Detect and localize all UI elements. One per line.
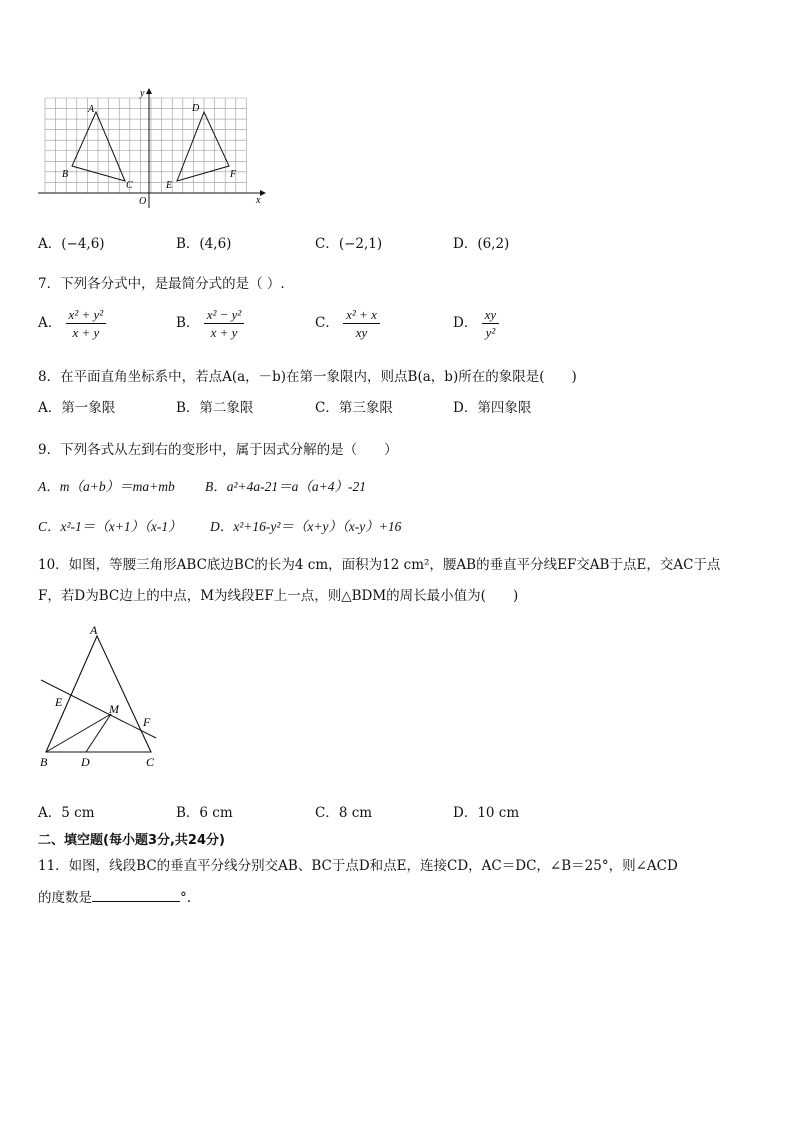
q7-c-denominator: xy [355, 325, 368, 340]
q7-c-fraction [343, 306, 380, 341]
label-f: F [230, 169, 237, 180]
q9-stem: 9．下列各式从左到右的变形中，属于因式分解的是（ ） [38, 442, 398, 458]
q10-option-a: A．5 cm [38, 805, 95, 821]
q6-option-a: A．(−4,6) [38, 236, 105, 252]
q8-stem: 8．在平面直角坐标系中，若点A(a，－b)在第一象限内，则点B(a，b)所在的象限是( ) [38, 369, 577, 385]
q7-a-numerator: x² + y² [66, 306, 107, 324]
label-x: x [256, 195, 261, 206]
q8-option-a: A．第一象限 [38, 400, 116, 416]
fig-label-f: F [143, 715, 151, 729]
q11-prefix: 的度数是 [38, 890, 92, 906]
q6-option-b: B．(4,6) [176, 236, 232, 252]
q7-b-denominator: x + y [210, 325, 238, 340]
q7-option-d [453, 306, 499, 341]
label-a: A [88, 104, 95, 115]
q10-stem-line1: 10．如图，等腰三角形ABC底边BC的长为4 cm，面积为12 cm²，腰AB的垂直平分线EF交AB于点E，交AC于点 [38, 557, 721, 573]
q9-option-c: C．x²-1＝（x+1）（x-1） [38, 519, 182, 534]
q7-a-label: A． [38, 315, 62, 331]
coordinate-grid-figure [36, 86, 268, 210]
q11-stem-line2 [38, 886, 191, 906]
q8-option-d: D．第四象限 [453, 400, 532, 416]
q11-suffix: °. [180, 890, 192, 906]
q7-b-label: B． [176, 315, 200, 331]
segment-bm [46, 714, 111, 752]
q7-c-numerator: x² + x [343, 306, 380, 324]
label-c: C [126, 180, 133, 191]
segment-dm [86, 714, 111, 752]
label-origin: O [139, 196, 147, 207]
fig-label-d: D [81, 755, 90, 769]
q11-answer-blank[interactable] [92, 887, 180, 902]
fig-label-e: E [55, 695, 63, 709]
q7-b-fraction [204, 306, 245, 341]
q7-d-fraction [482, 306, 500, 341]
label-y: y [140, 88, 145, 99]
triangle-abc-figure [36, 622, 166, 774]
x-axis-arrow [260, 190, 266, 196]
grid-lines [45, 98, 246, 193]
q7-stem: 7．下列各分式中，是最简分式的是（ ）. [38, 276, 285, 292]
q7-option-a [38, 306, 106, 341]
q6-option-d: D．(6,2) [453, 236, 510, 252]
q8-option-c: C．第三象限 [315, 400, 393, 416]
q7-d-denominator: y² [485, 325, 496, 340]
q9-option-b: B．a²+4a-21＝a（a+4）-21 [205, 479, 367, 494]
fig-label-a: A [90, 623, 98, 637]
q7-c-label: C． [315, 315, 339, 331]
triangle-abc [72, 112, 125, 181]
q7-d-numerator: xy [482, 306, 500, 324]
fig-label-b: B [40, 755, 48, 769]
label-d: D [192, 103, 200, 114]
line-ef [41, 680, 156, 738]
fig-label-m: M [109, 702, 119, 716]
q9-option-d: D．x²+16-y²＝（x+y）（x-y）+16 [210, 519, 402, 534]
triangle-abc-outline [46, 636, 151, 752]
q10-option-d: D．10 cm [453, 805, 520, 821]
q9-option-a: A．m（a+b）＝ma+mb [38, 479, 175, 494]
label-b: B [62, 169, 69, 180]
q11-stem-line1: 11．如图，线段BC的垂直平分线分别交AB、BC于点D和点E，连接CD，AC＝DC，∠B＝25°，则∠ACD [38, 858, 678, 874]
section-heading-fill-blank: 二、填空题(每小题3分,共24分) [38, 833, 225, 848]
q10-option-c: C．8 cm [315, 805, 373, 821]
q7-a-fraction [66, 306, 107, 341]
fig-label-c: C [146, 755, 155, 769]
q10-option-b: B．6 cm [176, 805, 233, 821]
q7-b-numerator: x² − y² [204, 306, 245, 324]
q7-d-label: D． [453, 315, 478, 331]
q7-option-b [176, 306, 244, 341]
triangle-def [177, 112, 229, 181]
q6-option-c: C．(−2,1) [315, 236, 383, 252]
q10-stem-line2: F，若D为BC边上的中点，M为线段EF上一点，则△BDM的周长最小值为( ) [38, 588, 519, 604]
q7-option-c [315, 306, 380, 341]
y-axis-arrow [146, 88, 152, 94]
q8-option-b: B．第二象限 [176, 400, 254, 416]
label-e: E [166, 180, 173, 191]
q7-a-denominator: x + y [72, 325, 100, 340]
